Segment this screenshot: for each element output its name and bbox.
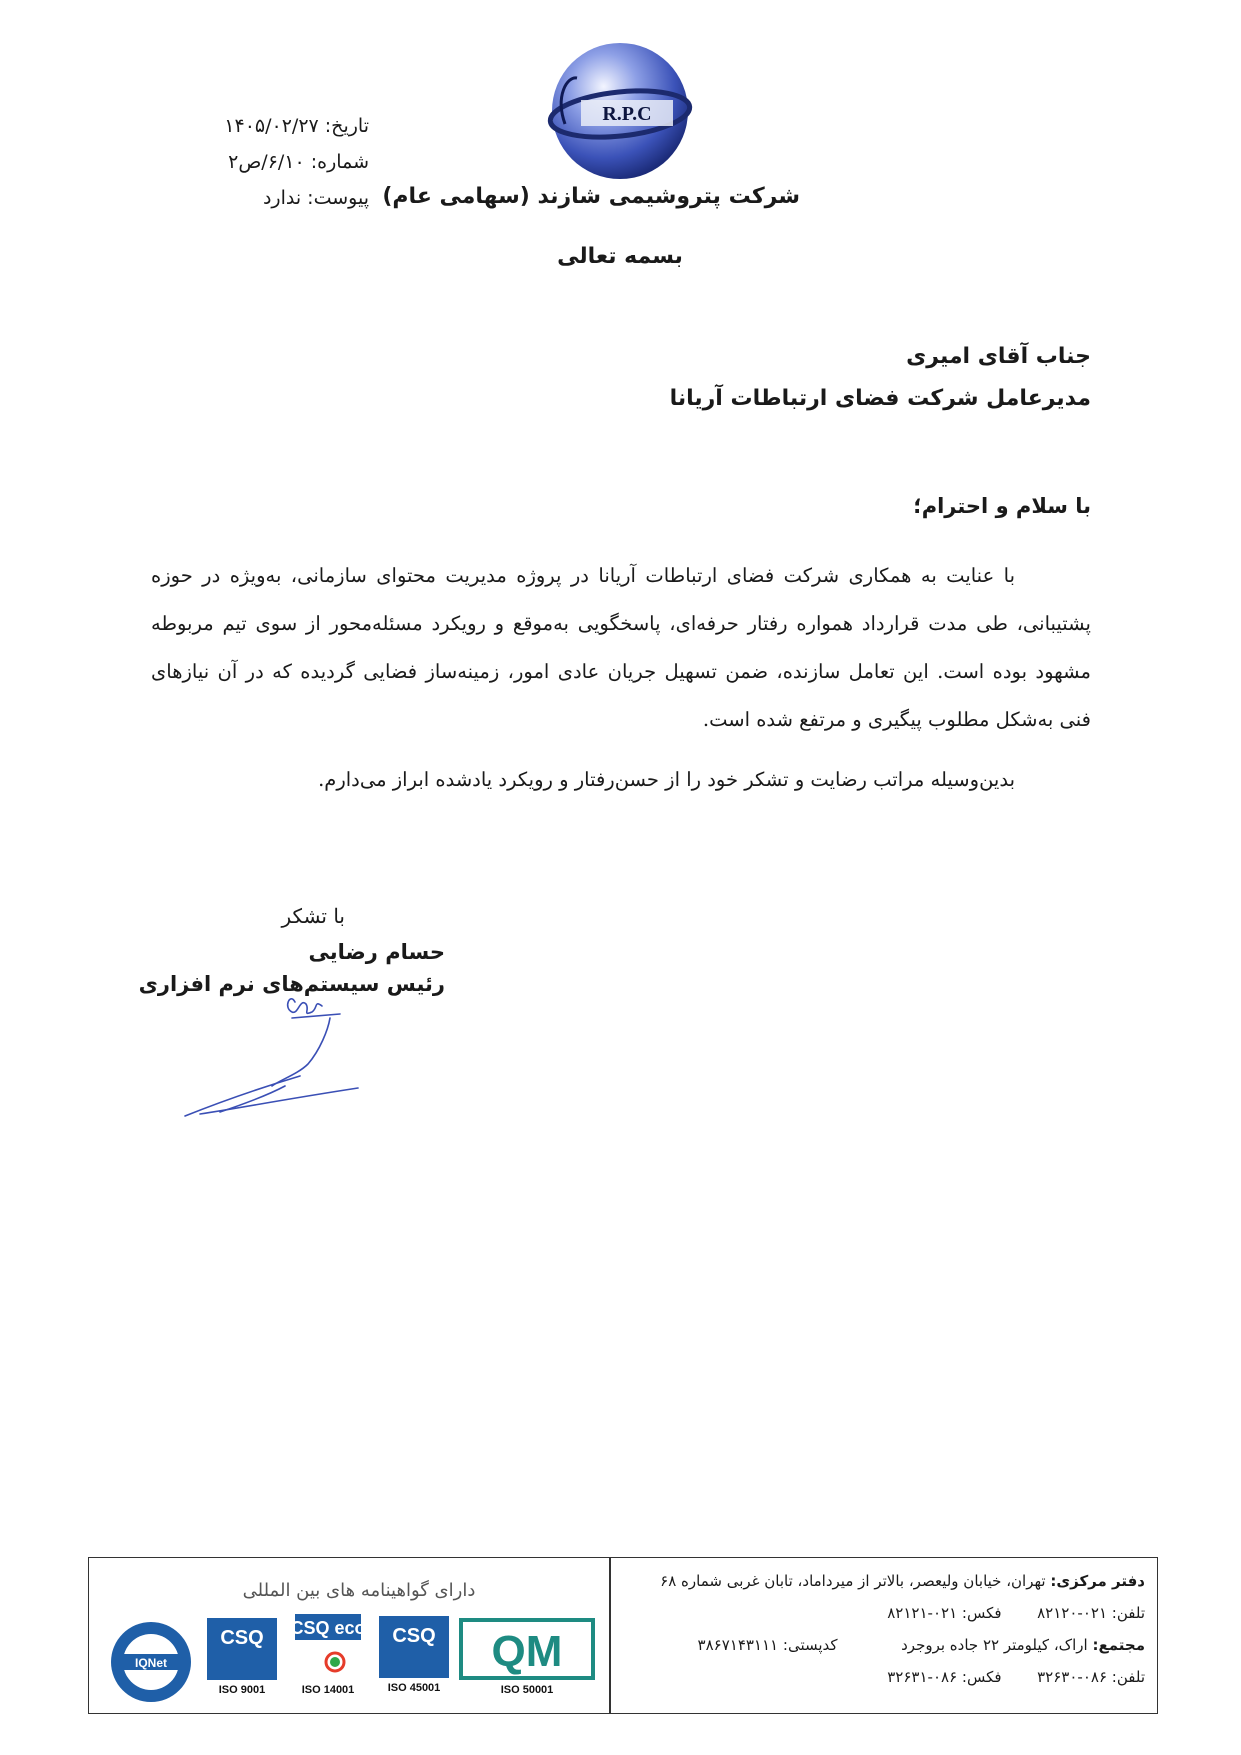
qm-logo-icon	[459, 1618, 595, 1680]
paragraph-line: مشهود بوده است. این تعامل سازنده، ضمن تسهیل جریان عادی امور، زمینه‌ساز فضایی گردیده که در آن نیازهای	[151, 660, 1091, 683]
csq-eco-logo-icon	[291, 1614, 365, 1680]
number-value: ۶/۱۰/ص۲	[228, 151, 305, 173]
cert-iso-9001	[207, 1618, 277, 1696]
cert-iso-45001	[379, 1616, 449, 1694]
invocation-heading: بسمه تعالی	[557, 244, 683, 269]
date-value: ۱۴۰۵/۰۲/۲۷	[224, 115, 319, 137]
cert-iso-14001	[291, 1614, 365, 1696]
cert-iso-50001	[459, 1618, 595, 1696]
iqnet-seal-icon	[109, 1620, 193, 1704]
hq-label: دفتر مرکزی:	[1050, 1572, 1145, 1590]
footer-divider	[609, 1558, 611, 1713]
logo-text: R.P.C	[602, 103, 652, 125]
cert-label: ISO 9001	[218, 1684, 266, 1696]
company-name: شرکت پتروشیمی شازند (سهامی عام)	[382, 184, 800, 209]
csq-logo-text: CSQ	[392, 1625, 436, 1647]
number-label: شماره:	[310, 151, 369, 173]
greeting: با سلام و احترام؛	[913, 494, 1091, 518]
postal-label: کدپستی:	[782, 1636, 838, 1654]
complex-phone: ۰۸۶-۳۲۶۳۰	[1037, 1668, 1108, 1686]
complex-fax-label: فکس:	[961, 1668, 1002, 1686]
paragraph-line: پشتیبانی، طی مدت قرارداد همواره رفتار حرفه‌ای، پاسخگویی به‌موقع و رویکرد مسئله‌محور از سوی تیم مربوطه	[151, 612, 1091, 635]
recipient-name: جناب آقای امیری	[906, 344, 1091, 369]
closing-salutation: با تشکر	[281, 904, 345, 928]
csq-logo-text: CSQ	[220, 1627, 264, 1649]
attachment-label: پیوست:	[307, 187, 369, 209]
hq-address-line	[660, 1572, 1145, 1590]
company-logo-icon	[545, 36, 695, 186]
qm-logo-text: QM	[491, 1627, 563, 1676]
postal-code: ۳۸۶۷۱۴۳۱۱۱	[697, 1636, 779, 1654]
paragraph-line: فنی به‌شکل مطلوب پیگیری و مرتفع شده است.	[702, 708, 1091, 731]
complex-label: مجتمع:	[1092, 1636, 1145, 1654]
complex-phone-label: تلفن:	[1111, 1668, 1145, 1686]
hq-address: تهران، خیابان ولیعصر، بالاتر از میرداماد، تابان غربی شماره ۶۸	[660, 1572, 1046, 1590]
hq-fax: ۰۲۱-۸۲۱۲۱	[887, 1604, 958, 1622]
handwritten-signature-icon	[180, 990, 370, 1120]
csq-logo-icon	[379, 1616, 449, 1678]
csq-logo-icon	[207, 1618, 277, 1680]
attachment-value: ندارد	[262, 187, 302, 209]
hq-contact-line	[887, 1604, 1145, 1622]
paragraph-line: با عنایت به همکاری شرکت فضای ارتباطات آریانا در پروژه مدیریت محتوای سازمانی، به‌ویژه در حوزه	[151, 564, 1015, 587]
recipient-title: مدیرعامل شرکت فضای ارتباطات آریانا	[669, 386, 1091, 411]
hq-phone-label: تلفن:	[1111, 1604, 1145, 1622]
iqnet-logo-text: IQNet	[134, 1656, 168, 1670]
date-line	[149, 114, 369, 138]
cert-label: ISO 45001	[387, 1682, 441, 1694]
complex-contact-line	[887, 1668, 1145, 1686]
csq-eco-logo-text: CSQ eco	[291, 1618, 365, 1638]
signer-title: رئیس سیستم‌های نرم افزاری	[138, 972, 445, 996]
cert-label: ISO 50001	[500, 1684, 554, 1696]
body-paragraph-1	[151, 552, 1091, 744]
body-paragraph-2: بدین‌وسیله مراتب رضایت و تشکر خود را از حسن‌رفتار و رویکرد یادشده ابراز می‌دارم.	[318, 768, 1015, 791]
date-label: تاریخ:	[324, 115, 369, 137]
number-line	[149, 150, 369, 174]
hq-phone: ۰۲۱-۸۲۱۲۰	[1037, 1604, 1108, 1622]
complex-address: اراک، کیلومتر ۲۲ جاده بروجرد	[901, 1636, 1088, 1654]
complex-address-line	[698, 1636, 1145, 1654]
footer-box	[88, 1557, 1158, 1714]
cert-label: ISO 14001	[301, 1684, 355, 1696]
attachment-line	[149, 186, 369, 210]
hq-fax-label: فکس:	[961, 1604, 1002, 1622]
certs-caption: دارای گواهینامه های بین المللی	[242, 1580, 476, 1601]
complex-fax: ۰۸۶-۳۲۶۳۱	[887, 1668, 958, 1686]
signer-name: حسام رضایی	[308, 940, 445, 964]
